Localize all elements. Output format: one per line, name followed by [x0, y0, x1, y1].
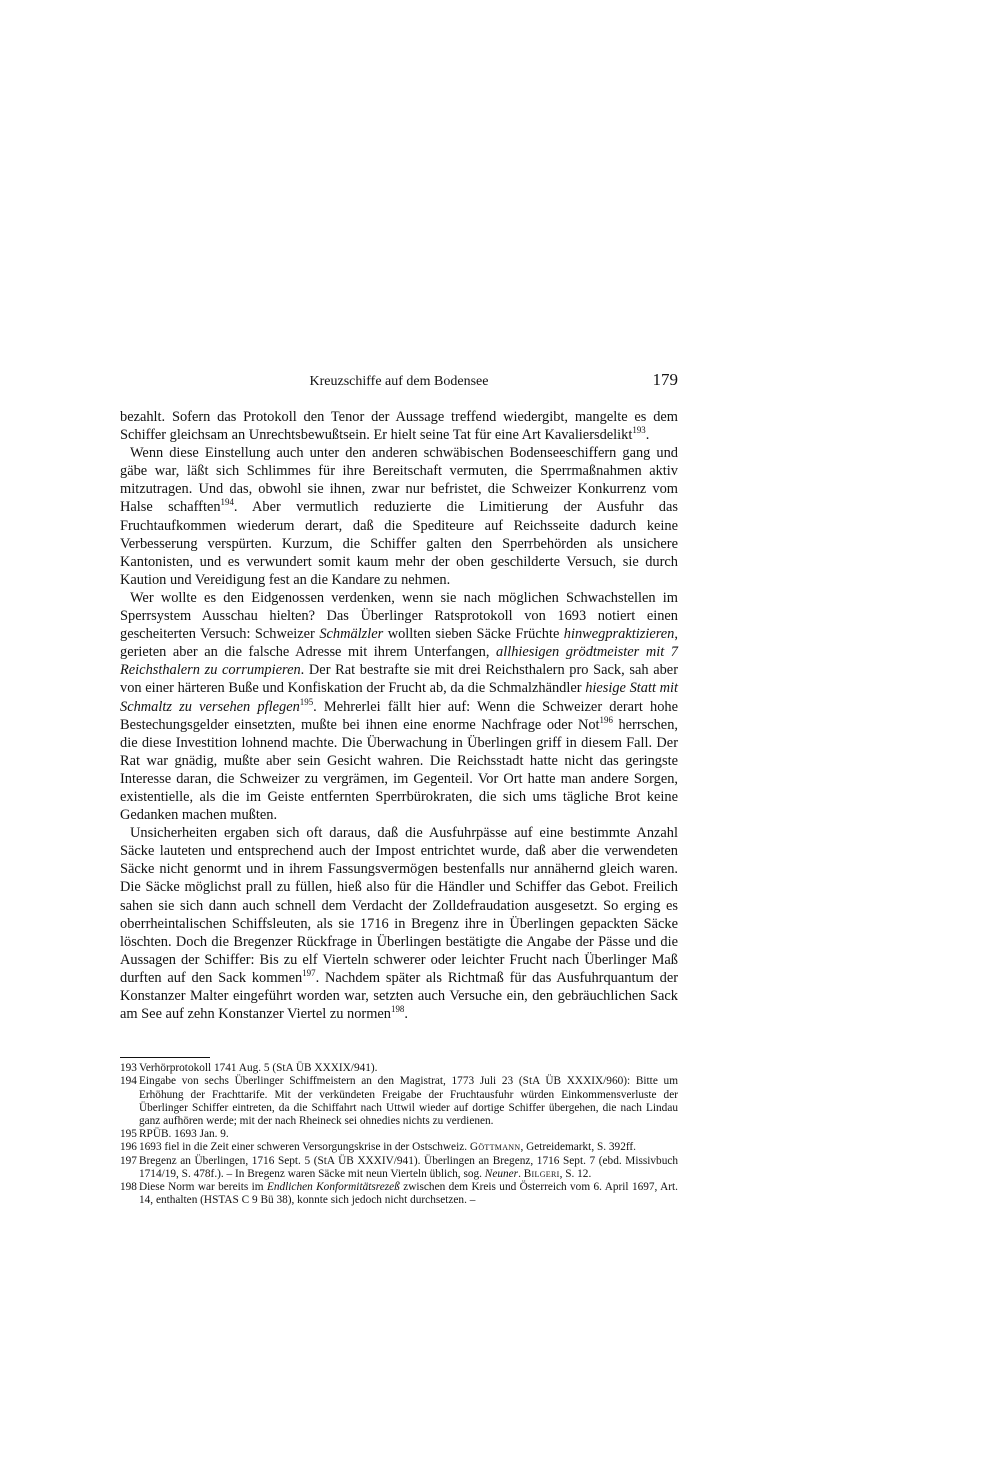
paragraph: Wenn diese Einstellung auch unter den anderen schwäbischen Bodenseeschiffern gang und gäbe war, läßt sich Schlimmes für ihre Bereitschaft vermuten, die Sperrmaßnahmen aktiv mitzutragen. Und das, obwohl sie ihnen, zwar nur befristet, die Schweizer Konkurrenz vom Halse schafften$^{194}$. Aber vermutlich reduzierte die Limitierung der Ausfuhr das Fruchtaufkommen wiederum derart, daß die Spediteure auf Reichsseite dadurch keine Verbesserung verspürten. Kurzum, die Schiffer galten den Sperrbehörden als unsichere Kantonisten, und es verwundert somit kaum mehr der oben geschilderte Versuch, sie durch Kaution und Vereidigung fest an die Kandare zu nehmen.: [120, 445, 678, 588]
footnote: 194 Eingabe von sechs Überlinger Schiffmeistern an den Magistrat, 1773 Juli 23 (StA ÜB XXXIX/960): Bitte um Erhöhung der Frachttarife. Mit der verkündeten Freigabe der Fruchtausfuhr würden Einkommensverluste der Überlinger Schiffer eintreten, da die Schiffahrt nach Uttwil wieder auf dortige Schiffer übergehen, die nach Lindau ganz aufhören werde; mit der nach Rheineck sei ohnedies nichts zu verdienen.: [120, 1075, 678, 1127]
book-page: [120, 372, 678, 1207]
footnote-ref: 197: [302, 968, 316, 979]
running-title: Kreuzschiffe auf dem Bodensee: [309, 374, 489, 389]
footnote-number: 196: [120, 1141, 137, 1154]
quotation: Schmälzler: [319, 626, 384, 643]
quotation: hinwegpraktizieren: [563, 626, 675, 643]
footnotes: [120, 1062, 678, 1207]
footnote-ref: 194: [220, 497, 234, 508]
footnote-ref: 198: [390, 1004, 405, 1015]
footnote-number: 194: [120, 1075, 137, 1088]
paragraph: Wer wollte es den Eidgenossen verdenken, wenn sie nach möglichen Schwachstellen im Sperrsystem Ausschau hielten? Das Überlinger Ratsprotokoll von 1693 notiert einen gescheiterten Versuch: Schweizer Schmälzler wollten sieben Säcke Früchte hinwegpraktizieren, gerieten aber an die falsche Adresse mit ihrem Unterfangen, allhiesigen grödtmeister mit 7 Reichsthalern zu corrumpieren. Der Rat bestrafte sie mit drei Reichsthalern pro Sack, sah aber von einer härteren Buße und Konfiskation der Frucht ab, da die Schmalzhändler hiesige Statt mit Schmaltz zu versehen pflegen$^{195}$. Mehrerlei fällt hier auf: Wenn die Schweizer derart hohe Bestechungsgelder einsetzten, mußte bei ihnen eine enorme Nachfrage oder Not$^{196}$ herrschen, die diese Investition lohnend machte. Die Überwachung in Überlingen griff in diesem Fall. Der Rat war gnädig, mußte aber sein Gesicht wahren. Die Reichsstadt hatte nicht das geringste Interesse daran, die Schweizer zu vergrämen, im Gegenteil. Vor Ort hatte man andere Sorgen, existentielle, als die im Geiste entfernten Sperrbürokraten, die sich ums tägliche Brot keine Gedanken machen mußten.: [120, 589, 678, 824]
footnote: 195 RPÜB. 1693 Jan. 9.: [120, 1128, 229, 1141]
author-name: Göttmann: [469, 1141, 521, 1154]
quotation: Endlichen Konformitätsrezeß: [266, 1181, 400, 1194]
footnote-ref: 195: [299, 696, 314, 707]
page-number: 179: [652, 370, 678, 389]
quotation: hiesige Statt mit Schmaltz zu versehen pflegen: [120, 680, 678, 715]
paragraph: Unsicherheiten ergaben sich oft daraus, daß die Ausfuhrpässe auf eine bestimmte Anzahl Säcke lauteten und entsprechend auch der Impost entrichtet wurde, daß aber die verwendeten Säcke nicht genormt und in ihrem Fassungsvermögen bestenfalls nur annähernd gleich waren. Die Säcke möglichst prall zu füllen, hieß also für die Händler und Schiffer das Gebot. Freilich sahen sie sich dann auch schnell dem Verdacht der Zolldefraudation ausgesetzt. So erging es oberrheintalischen Schiffsleuten, als sie 1716 in Bregenz ihre in Überlingen gepackten Säcke löschten. Doch die Bregenzer Rückfrage in Überlingen bestätigte die Angabe der Pässe und die Aussagen der Schiffer: Bis zu elf Vierteln schwerer oder leichter Frucht nach Überlinger Maß durften auf den Sack kommen$^{197}$. Nachdem später als Richtmaß für das Ausfuhrquantum der Konstanzer Malter eingeführt worden war, setzten auch Versuche ein, den gebräuchlichen Sack am See auf zehn Konstanzer Viertel zu normen$^{198}$.: [120, 825, 679, 1023]
footnote: 196 1693 fiel in die Zeit einer schweren Versorgungskrise in der Ostschweiz. Göttmann, Getreidemarkt, S. 392ff.: [120, 1141, 636, 1154]
footnote-number: 197: [120, 1154, 137, 1167]
footnote-number: 193: [120, 1062, 137, 1075]
footnote-number: 195: [120, 1128, 137, 1141]
page-header: [120, 372, 678, 394]
body-text: [120, 408, 678, 1023]
quotation: Neuner: [484, 1167, 519, 1180]
footnote: 197 Bregenz an Überlingen, 1716 Sept. 5 (StA ÜB XXXIV/941). Überlingen an Bregenz, 1716 Sept. 7 (ebd. Missivbuch 1714/19, S. 478f.). – In Bregenz waren Säcke mit neun Vierteln üblich, sog. Neuner. Bilgeri, S. 12.: [120, 1154, 678, 1180]
footnote-separator: [120, 1057, 210, 1058]
footnote-ref: 196: [599, 714, 613, 725]
footnote-ref: 193: [632, 425, 646, 436]
footnote-number: 198: [120, 1181, 137, 1194]
quotation: allhiesigen grödtmeister mit 7 Reichsthalern zu corrumpieren: [120, 644, 678, 679]
paragraph: bezahlt. Sofern das Protokoll den Tenor der Aussage treffend wiedergibt, mangelte es dem Schiffer gleichsam an Unrechtsbewußtsein. Er hielt seine Tat für eine Art Kavaliersdelikt$^{193}$.: [120, 409, 678, 444]
footnote: 198 Diese Norm war bereits im Endlichen Konformitätsrezeß zwischen dem Kreis und Österreich vom 6. April 1697, Art. 14, enthalten (HSTAS C 9 Bü 38), konnte sich jedoch nicht durchsetzen. –: [120, 1181, 679, 1207]
author-name: Bilgeri: [523, 1167, 560, 1180]
footnote: 193 Verhörprotokoll 1741 Aug. 5 (StA ÜB XXXIX/941).: [120, 1062, 378, 1075]
